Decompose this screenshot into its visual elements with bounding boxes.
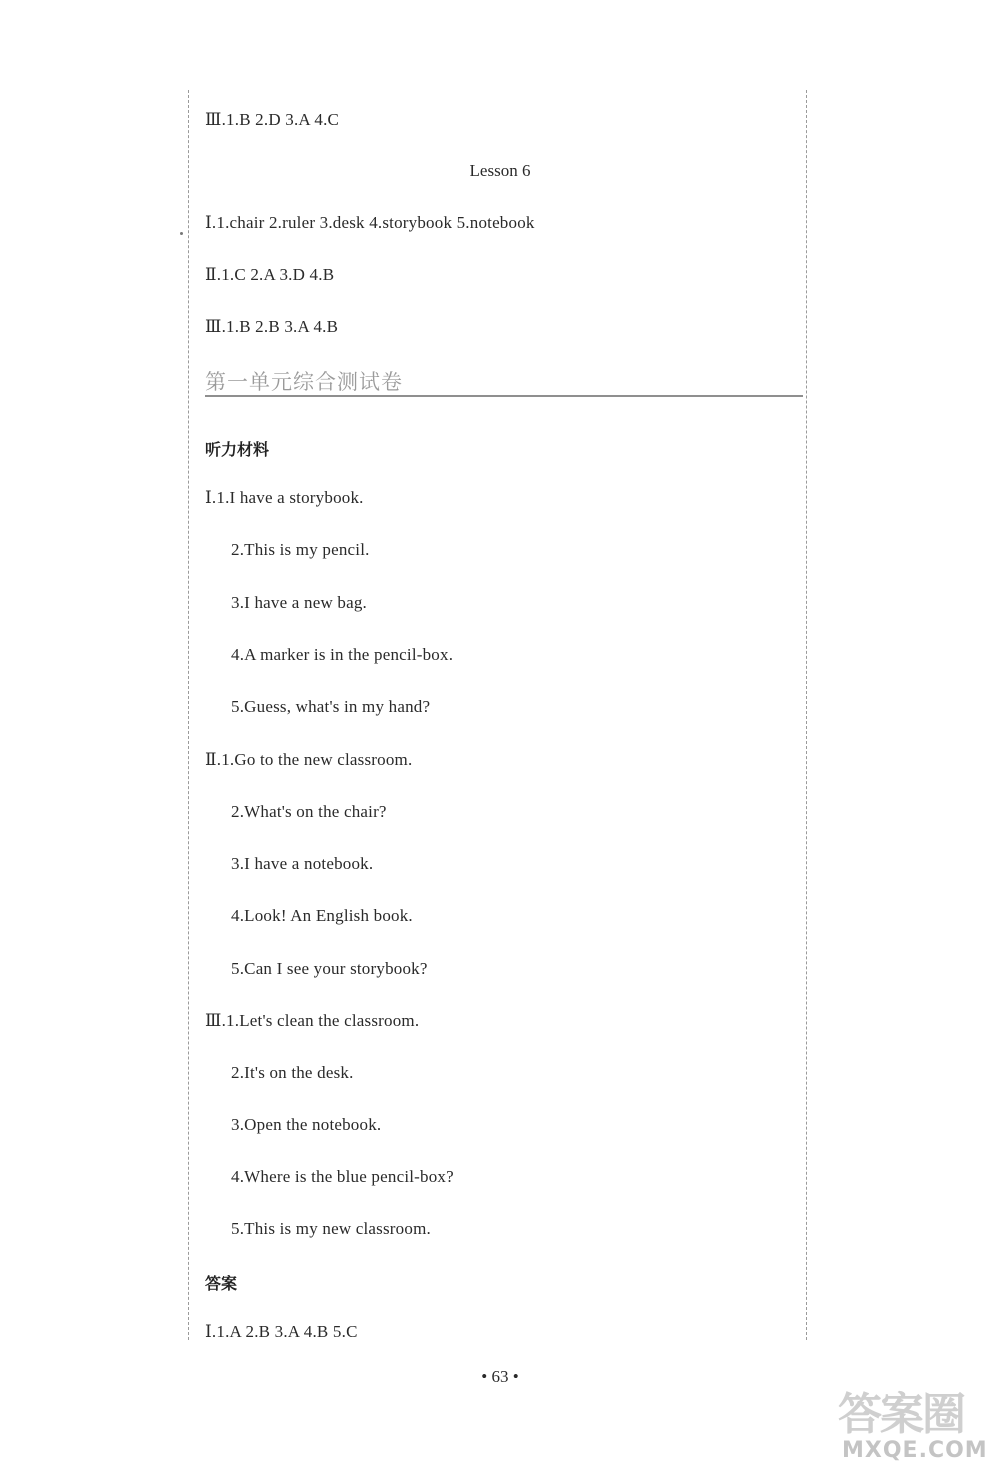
listening-line: 2.This is my pencil. bbox=[231, 540, 370, 559]
listening-line: 5.Can I see your storybook? bbox=[231, 959, 428, 978]
answers-heading: 答案 bbox=[205, 1274, 238, 1293]
listening-line: 4.Where is the blue pencil-box? bbox=[231, 1167, 454, 1186]
section-rule bbox=[205, 395, 803, 397]
section-title: 第一单元综合测试卷 bbox=[205, 370, 403, 394]
answers-line: Ⅰ.1.A 2.B 3.A 4.B 5.C bbox=[205, 1322, 358, 1341]
listening-line: Ⅱ.1.Go to the new classroom. bbox=[205, 750, 413, 769]
listening-line: 2.It's on the desk. bbox=[231, 1063, 354, 1082]
right-margin-line bbox=[806, 90, 807, 1340]
listening-line: 3.I have a new bag. bbox=[231, 593, 367, 612]
lesson6-answer-3: Ⅲ.1.B 2.B 3.A 4.B bbox=[205, 317, 339, 336]
listening-line: 3.Open the notebook. bbox=[231, 1115, 382, 1134]
listening-line: 4.A marker is in the pencil-box. bbox=[231, 645, 454, 664]
left-margin-line bbox=[188, 90, 189, 1340]
listening-line: 5.Guess, what's in my hand? bbox=[231, 697, 431, 716]
top-answers: Ⅲ.1.B 2.D 3.A 4.C bbox=[205, 110, 340, 129]
listening-line: 3.I have a notebook. bbox=[231, 854, 374, 873]
listening-heading: 听力材料 bbox=[205, 440, 270, 459]
listening-line: 2.What's on the chair? bbox=[231, 802, 387, 821]
watermark-bottom: MXQE.COM bbox=[842, 1438, 988, 1463]
listening-line: 4.Look! An English book. bbox=[231, 906, 413, 925]
lesson-title: Lesson 6 bbox=[469, 161, 531, 180]
scan-speck bbox=[180, 232, 183, 235]
listening-line: 5.This is my new classroom. bbox=[231, 1219, 431, 1238]
listening-line: Ⅰ.1.I have a storybook. bbox=[205, 488, 364, 507]
page-number: • 63 • bbox=[481, 1367, 519, 1386]
watermark-logo bbox=[838, 1378, 998, 1466]
listening-line: Ⅲ.1.Let's clean the classroom. bbox=[205, 1011, 420, 1030]
watermark-top: 答案圈 bbox=[838, 1389, 964, 1440]
lesson6-answer-1: Ⅰ.1.chair 2.ruler 3.desk 4.storybook 5.notebook bbox=[205, 213, 535, 232]
lesson6-answer-2: Ⅱ.1.C 2.A 3.D 4.B bbox=[205, 265, 335, 284]
